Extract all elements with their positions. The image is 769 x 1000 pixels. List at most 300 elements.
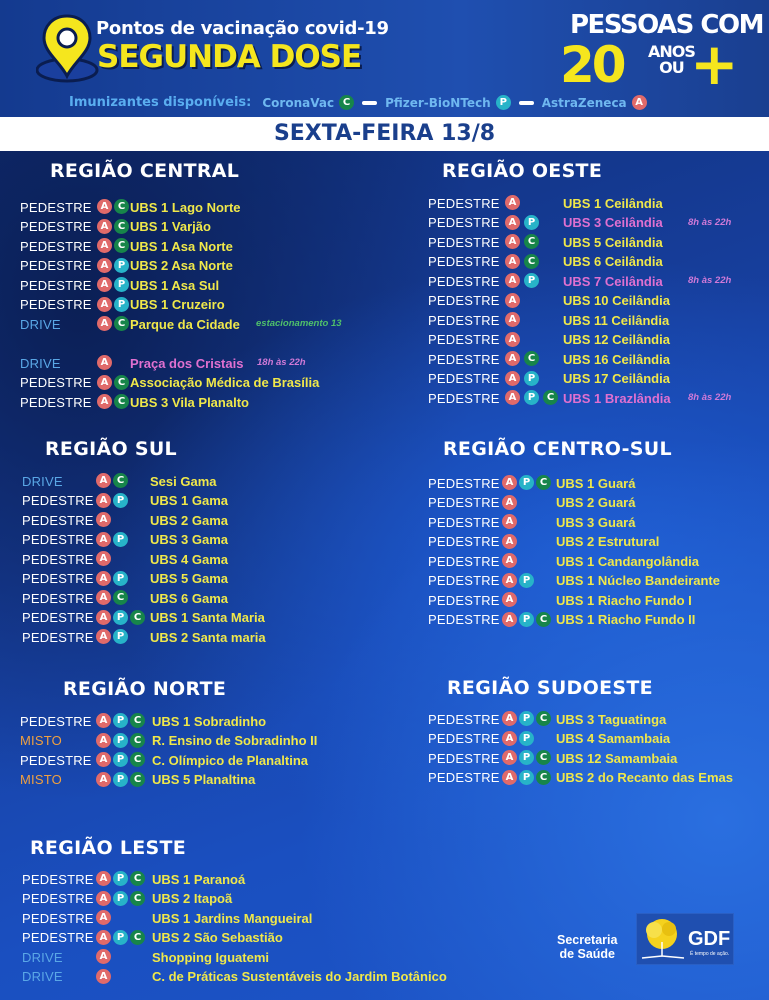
site-name: UBS 1 Sobradinho: [152, 713, 267, 729]
badge-c-icon: C: [536, 770, 551, 785]
badge-p-icon: P: [519, 612, 534, 627]
site-note: estacionamento 13: [256, 318, 342, 329]
region-title: REGIÃO LESTE: [30, 837, 187, 859]
badge-a-icon: A: [96, 473, 111, 488]
site-name: UBS 2 Gama: [150, 512, 229, 528]
badge-a-icon: A: [97, 199, 112, 214]
vaccine-badges: [97, 219, 129, 234]
badge-a-icon: A: [96, 571, 111, 586]
badge-a-icon: A: [96, 532, 111, 547]
immunizers-legend: [69, 95, 647, 110]
badge-a-icon: A: [502, 770, 517, 785]
badge-a-icon: A: [97, 297, 112, 312]
badge-p-icon: P: [113, 733, 128, 748]
vaccine-badges: [96, 571, 128, 586]
badge-p-icon: P: [519, 711, 534, 726]
access-type: PEDESTRE: [20, 394, 92, 410]
badge-c-icon: C: [114, 375, 129, 390]
badge-p-icon: P: [524, 215, 539, 230]
vaccine-badges: [502, 475, 551, 490]
vaccine-badges: [96, 752, 145, 767]
site-name: UBS 1 Santa Maria: [150, 610, 265, 625]
badge-a-icon: A: [505, 332, 520, 347]
site-note: 8h às 22h: [688, 392, 732, 403]
badge-c-icon: C: [130, 930, 145, 945]
access-type: PEDESTRE: [428, 750, 500, 766]
badge-a-icon: A: [97, 219, 112, 234]
badge-p-icon: P: [114, 297, 129, 312]
badge-a-icon: A: [97, 375, 112, 390]
vaccine-badges: [502, 750, 551, 765]
site-name: UBS 1 Paranoá: [152, 871, 246, 887]
site-name: UBS 1 Cruzeiro: [130, 297, 225, 312]
access-type: PEDESTRE: [428, 770, 500, 785]
access-type: PEDESTRE: [428, 390, 500, 406]
badge-a-icon: A: [97, 238, 112, 253]
badge-a-icon: A: [505, 215, 520, 230]
site-name: C. de Práticas Sustentáveis do Jardim Botânico: [152, 969, 447, 984]
vaccine-badges: [502, 711, 551, 726]
badge-p-icon: P: [113, 571, 128, 586]
vaccine-badges: [505, 332, 520, 347]
vaccine-badges: [505, 273, 539, 288]
access-type: PEDESTRE: [22, 891, 94, 906]
access-type: PEDESTRE: [428, 612, 500, 627]
vaccination-site-row: [428, 292, 769, 310]
site-name: UBS 1 Guará: [556, 475, 636, 491]
access-type: DRIVE: [22, 949, 63, 965]
site-name: UBS 1 Jardins Mangueiral: [152, 910, 313, 926]
access-type: PEDESTRE: [22, 610, 94, 625]
badge-c-icon: C: [130, 772, 145, 787]
badge-c-icon: C: [113, 590, 128, 605]
badge-a-icon: A: [505, 312, 520, 327]
separator-dash: [519, 101, 534, 105]
vaccine-badges: [505, 293, 520, 308]
poster-subtitle: Pontos de vacinação covid-19: [96, 18, 389, 39]
poster-title: SEGUNDA DOSE: [97, 39, 362, 75]
access-type: PEDESTRE: [428, 495, 500, 510]
access-type: PEDESTRE: [428, 475, 500, 491]
badge-c-icon: C: [130, 713, 145, 728]
site-name: UBS 3 Gama: [150, 532, 229, 547]
vaccine-badges: [96, 772, 145, 787]
badge-p-icon: P: [113, 610, 128, 625]
badge-p-icon: P: [114, 258, 129, 273]
access-type: PEDESTRE: [428, 371, 500, 386]
badge-c-icon: C: [114, 219, 129, 234]
badge-a-icon: A: [502, 731, 517, 746]
badge-pfizer-icon: P: [496, 95, 511, 110]
site-name: R. Ensino de Sobradinho II: [152, 733, 318, 748]
age-line1: PESSOAS COM: [570, 10, 763, 40]
badge-p-icon: P: [524, 273, 539, 288]
age-anos: ANOS: [648, 42, 695, 61]
badge-a-icon: A: [502, 711, 517, 726]
vaccine-badges: [96, 493, 128, 508]
badge-p-icon: P: [519, 731, 534, 746]
vaccine-badges: [505, 195, 520, 210]
badge-c-icon: C: [130, 733, 145, 748]
access-type: PEDESTRE: [428, 215, 500, 230]
badge-c-icon: C: [114, 394, 129, 409]
site-name: Sesi Gama: [150, 473, 217, 489]
site-name: Shopping Iguatemi: [152, 949, 269, 965]
vaccine-badges: [96, 871, 145, 886]
badge-a-icon: A: [505, 273, 520, 288]
access-type: PEDESTRE: [20, 199, 92, 215]
vaccine-badges: [505, 234, 539, 249]
site-name: UBS 3 Ceilândia: [563, 215, 663, 230]
region-title: REGIÃO OESTE: [442, 160, 603, 182]
badge-c-icon: C: [130, 871, 145, 886]
site-name: UBS 16 Ceilândia: [563, 351, 670, 367]
badge-p-icon: P: [113, 891, 128, 906]
vaccination-site-row: [428, 272, 769, 290]
badge-c-icon: C: [536, 750, 551, 765]
access-type: PEDESTRE: [428, 534, 500, 549]
badge-a-icon: A: [97, 258, 112, 273]
badge-a-icon: A: [96, 733, 111, 748]
badge-c-icon: C: [114, 316, 129, 331]
vaccine-badges: [97, 394, 129, 409]
badge-a-icon: A: [97, 316, 112, 331]
vaccine-badges: [97, 355, 112, 370]
site-name: Associação Médica de Brasília: [130, 375, 320, 390]
badge-p-icon: P: [524, 390, 539, 405]
access-type: PEDESTRE: [20, 713, 92, 729]
vaccine-badges: [96, 532, 128, 547]
access-type: PEDESTRE: [428, 592, 500, 608]
vaccine-badges: [502, 573, 534, 588]
badge-a-icon: A: [502, 592, 517, 607]
vaccine-badges: [502, 592, 517, 607]
vaccine-badges: [96, 930, 145, 945]
badge-c-icon: C: [130, 891, 145, 906]
location-pin-icon: [36, 14, 102, 84]
badge-a-icon: A: [96, 871, 111, 886]
separator-dash: [362, 101, 377, 105]
badge-p-icon: P: [113, 752, 128, 767]
access-type: PEDESTRE: [428, 351, 500, 367]
badge-c-icon: C: [130, 752, 145, 767]
site-name: C. Olímpico de Planaltina: [152, 752, 309, 768]
access-type: PEDESTRE: [428, 254, 500, 269]
site-name: Praça dos Cristais: [130, 355, 244, 371]
access-type: DRIVE: [20, 316, 61, 332]
region-title: REGIÃO SUL: [45, 438, 177, 460]
site-name: UBS 1 Riacho Fundo I: [556, 592, 692, 608]
vaccine-badges: [502, 553, 517, 568]
vaccination-site-row: [428, 214, 769, 232]
badge-a-icon: A: [502, 475, 517, 490]
vaccine-badges: [97, 316, 129, 331]
badge-p-icon: P: [519, 573, 534, 588]
badge-p-icon: P: [113, 713, 128, 728]
site-name: UBS 2 Santa maria: [150, 629, 266, 645]
vaccine-badges: [96, 910, 111, 925]
site-name: UBS 2 Guará: [556, 495, 636, 510]
badge-c-icon: C: [114, 199, 129, 214]
vaccination-site-row: [428, 552, 769, 570]
access-type: PEDESTRE: [428, 573, 500, 588]
site-name: UBS 1 Gama: [150, 493, 229, 508]
badge-a-icon: A: [505, 371, 520, 386]
badge-a-icon: A: [505, 293, 520, 308]
site-name: UBS 2 São Sebastião: [152, 930, 283, 945]
vaccination-site-row: [428, 350, 769, 368]
badge-c-icon: C: [113, 473, 128, 488]
badge-c-icon: C: [130, 610, 145, 625]
vaccination-site-row: [428, 370, 769, 388]
badge-c-icon: C: [524, 351, 539, 366]
badge-a-icon: A: [96, 752, 111, 767]
badge-p-icon: P: [113, 493, 128, 508]
access-type: PEDESTRE: [22, 493, 94, 508]
age-plus: +: [690, 30, 739, 98]
vaccine-badges: [505, 371, 539, 386]
badge-p-icon: P: [519, 750, 534, 765]
site-name: UBS 1 Riacho Fundo II: [556, 612, 696, 627]
vaccine-badges: [505, 312, 520, 327]
badge-p-icon: P: [113, 871, 128, 886]
vaccine-badges: [97, 277, 129, 292]
access-type: MISTO: [20, 733, 62, 748]
site-name: UBS 1 Varjão: [130, 219, 211, 234]
vaccination-site-row: [428, 233, 769, 251]
vaccination-site-row: [22, 968, 769, 986]
vaccine-badges: [505, 254, 539, 269]
vaccine-badges: [96, 713, 145, 728]
access-type: PEDESTRE: [428, 514, 500, 530]
age-number: 20: [560, 36, 624, 94]
site-name: UBS 1 Asa Sul: [130, 277, 220, 293]
age-anos-ou: [648, 44, 695, 76]
access-type: PEDESTRE: [22, 512, 94, 528]
badge-p-icon: P: [114, 277, 129, 292]
vaccination-site-row: [428, 591, 769, 609]
site-name: UBS 3 Guará: [556, 514, 636, 530]
site-note: 18h às 22h: [257, 357, 306, 368]
site-name: UBS 4 Gama: [150, 551, 229, 567]
vaccination-site-row: [428, 749, 769, 767]
access-type: PEDESTRE: [428, 731, 500, 746]
badge-c-icon: C: [536, 711, 551, 726]
access-type: PEDESTRE: [22, 910, 94, 926]
access-type: PEDESTRE: [20, 219, 92, 234]
badge-a-icon: A: [505, 390, 520, 405]
vaccine-badges: [96, 473, 128, 488]
vaccine-name: Pfizer-BioNTech: [385, 95, 491, 110]
badge-p-icon: P: [113, 532, 128, 547]
site-note: 8h às 22h: [688, 275, 732, 286]
vaccination-site-row: [428, 572, 769, 590]
date-banner: SEXTA-FEIRA 13/8: [0, 117, 769, 151]
access-type: PEDESTRE: [22, 871, 94, 887]
site-name: UBS 3 Vila Planalto: [130, 394, 249, 410]
badge-a-icon: A: [97, 277, 112, 292]
badge-p-icon: P: [113, 772, 128, 787]
badge-a-icon: A: [96, 949, 111, 964]
badge-a-icon: A: [502, 573, 517, 588]
site-name: UBS 2 Estrutural: [556, 534, 660, 549]
access-type: PEDESTRE: [22, 551, 94, 567]
badge-coronavac-icon: C: [339, 95, 354, 110]
access-type: DRIVE: [20, 355, 61, 371]
vaccine-badges: [96, 629, 128, 644]
gdf-text: GDF: [688, 928, 731, 950]
vaccine-badges: [96, 733, 145, 748]
access-type: PEDESTRE: [428, 711, 500, 727]
badge-a-icon: A: [96, 590, 111, 605]
access-type: PEDESTRE: [22, 590, 94, 606]
region-title: REGIÃO SUDOESTE: [447, 677, 653, 699]
access-type: PEDESTRE: [428, 553, 500, 569]
access-type: PEDESTRE: [428, 273, 500, 289]
badge-a-icon: A: [97, 355, 112, 370]
site-name: UBS 5 Ceilândia: [563, 234, 663, 250]
vaccine-badges: [96, 969, 111, 984]
site-name: UBS 2 Itapoã: [152, 891, 233, 906]
badge-a-icon: A: [502, 553, 517, 568]
site-name: UBS 2 do Recanto das Emas: [556, 770, 733, 785]
vaccination-site-row: [428, 311, 769, 329]
site-name: UBS 7 Ceilândia: [563, 273, 663, 289]
vaccination-site-row: [22, 870, 769, 888]
badge-c-icon: C: [536, 612, 551, 627]
badge-c-icon: C: [536, 475, 551, 490]
secretaria-line2: de Saúde: [559, 947, 616, 961]
site-name: UBS 1 Ceilândia: [563, 195, 663, 211]
vaccination-site-row: [428, 769, 769, 787]
badge-a-icon: A: [502, 612, 517, 627]
badge-c-icon: C: [114, 238, 129, 253]
access-type: PEDESTRE: [20, 258, 92, 273]
access-type: PEDESTRE: [428, 332, 500, 347]
gdf-slogan: É tempo de ação.: [690, 951, 730, 957]
ipe-tree-icon: [640, 916, 686, 962]
vaccine-badges: [505, 351, 539, 366]
badge-a-icon: A: [96, 610, 111, 625]
access-type: PEDESTRE: [22, 571, 94, 586]
badge-p-icon: P: [113, 629, 128, 644]
access-type: PEDESTRE: [20, 752, 92, 768]
vaccination-site-row: [428, 253, 769, 271]
badge-a-icon: A: [96, 713, 111, 728]
vaccine-badges: [505, 390, 558, 405]
site-name: UBS 17 Ceilândia: [563, 371, 670, 386]
site-name: UBS 5 Planaltina: [152, 772, 256, 787]
access-type: PEDESTRE: [20, 277, 92, 293]
badge-p-icon: P: [113, 930, 128, 945]
badge-a-icon: A: [96, 891, 111, 906]
site-name: UBS 11 Ceilândia: [563, 312, 670, 328]
vaccine-badges: [505, 215, 539, 230]
badge-a-icon: A: [96, 493, 111, 508]
vaccination-site-row: [428, 710, 769, 728]
vaccine-badges: [502, 770, 551, 785]
badge-a-icon: A: [96, 772, 111, 787]
site-name: UBS 6 Ceilândia: [563, 254, 663, 269]
site-name: UBS 3 Taguatinga: [556, 711, 667, 727]
site-name: UBS 12 Samambaia: [556, 750, 678, 766]
badge-p-icon: P: [524, 371, 539, 386]
badge-c-icon: C: [524, 254, 539, 269]
vaccine-badges: [97, 199, 129, 214]
badge-a-icon: A: [96, 930, 111, 945]
badge-a-icon: A: [96, 969, 111, 984]
vaccination-site-row: [428, 730, 769, 748]
vaccine-name: AstraZeneca: [541, 95, 627, 110]
vaccine-badges: [97, 258, 129, 273]
vaccination-site-row: [428, 513, 769, 531]
access-type: PEDESTRE: [428, 234, 500, 250]
site-name: UBS 1 Brazlândia: [563, 390, 671, 406]
badge-a-icon: A: [96, 629, 111, 644]
access-type: PEDESTRE: [20, 375, 92, 390]
access-type: PEDESTRE: [428, 293, 500, 308]
site-name: UBS 1 Candangolândia: [556, 553, 700, 569]
vaccination-site-row: [428, 494, 769, 512]
badge-a-icon: A: [96, 551, 111, 566]
vaccine-badges: [97, 238, 129, 253]
badge-a-icon: A: [97, 394, 112, 409]
badge-c-icon: C: [524, 234, 539, 249]
access-type: PEDESTRE: [22, 532, 94, 547]
badge-astrazeneca-icon: A: [632, 95, 647, 110]
vaccination-site-row: [22, 628, 769, 646]
vaccination-site-row: [428, 389, 769, 407]
site-name: UBS 2 Asa Norte: [130, 258, 233, 273]
site-name: UBS 1 Lago Norte: [130, 199, 241, 215]
access-type: PEDESTRE: [22, 629, 94, 645]
secretaria-saude-logo: [557, 933, 617, 961]
vaccine-badges: [502, 514, 517, 529]
vaccine-badges: [96, 512, 111, 527]
site-name: UBS 1 Núcleo Bandeirante: [556, 573, 720, 588]
vaccination-site-row: [428, 474, 769, 492]
vaccination-site-row: [428, 194, 769, 212]
vaccine-badges: [96, 551, 111, 566]
site-name: Parque da Cidade: [130, 316, 240, 332]
region-title: REGIÃO NORTE: [63, 678, 227, 700]
region-title: REGIÃO CENTRO-SUL: [443, 438, 672, 460]
access-type: PEDESTRE: [428, 195, 500, 211]
site-note: 8h às 22h: [688, 216, 732, 228]
badge-p-icon: P: [519, 770, 534, 785]
badge-a-icon: A: [505, 195, 520, 210]
access-type: PEDESTRE: [20, 238, 92, 254]
site-name: UBS 10 Ceilândia: [563, 293, 670, 308]
site-name: UBS 1 Asa Norte: [130, 238, 233, 254]
vaccination-site-row: [428, 533, 769, 551]
badge-a-icon: A: [502, 495, 517, 510]
vaccine-badges: [502, 534, 517, 549]
vaccination-site-row: [428, 331, 769, 349]
vaccine-badges: [96, 949, 111, 964]
site-name: UBS 12 Ceilândia: [563, 332, 670, 347]
badge-a-icon: A: [502, 750, 517, 765]
vaccine-badges: [502, 495, 517, 510]
badge-a-icon: A: [502, 534, 517, 549]
vaccine-badges: [96, 891, 145, 906]
badge-a-icon: A: [505, 254, 520, 269]
badge-a-icon: A: [505, 234, 520, 249]
site-name: UBS 5 Gama: [150, 571, 229, 586]
vaccination-site-row: [428, 611, 769, 629]
access-type: PEDESTRE: [428, 312, 500, 328]
immunizers-label: Imunizantes disponíveis:: [69, 95, 252, 110]
